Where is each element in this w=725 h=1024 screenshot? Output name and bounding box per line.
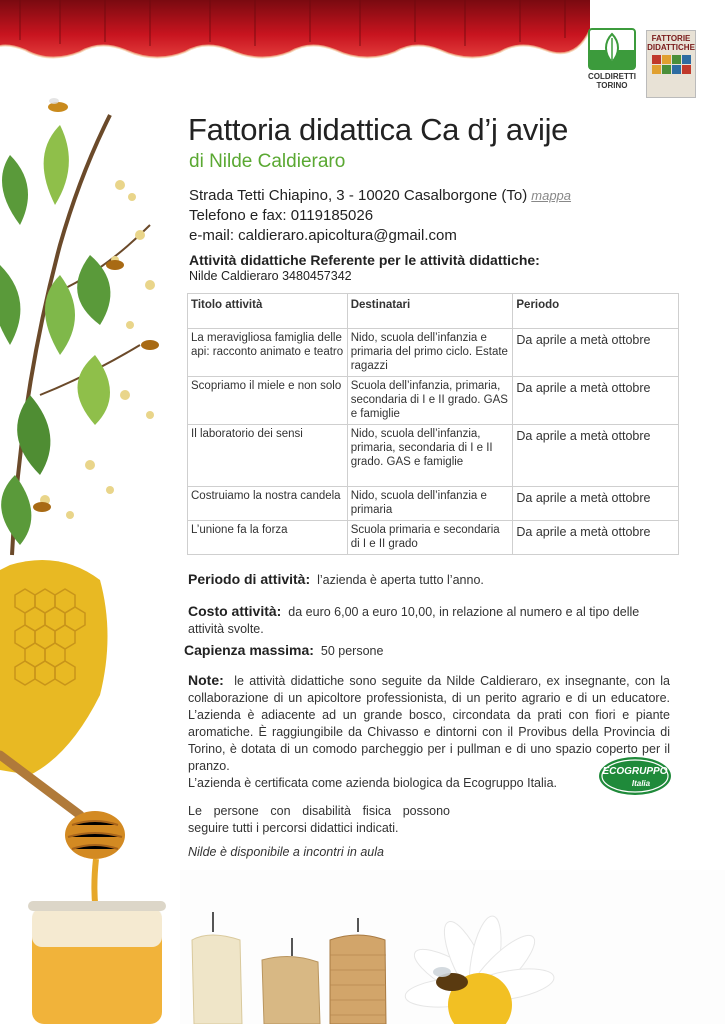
- availability-note: Nilde è disponibile a incontri in aula: [188, 845, 384, 859]
- notes-text: le attività didattiche sono seguite da Nilde Caldieraro, ex insegnante, con la collaborazione di un apicoltore professionista, di un perito agrario e di un educatore. L’azienda è adiacente ad un grande bosco, circondata da prati con fiori e piante aromatiche. È raggiungibile da Chivasso e dintorni con il Provibus della Provincia di Torino, è dotata di un comodo parcheggio per i pullman e di uno spazio coperto per il pranzo.: [188, 674, 670, 773]
- period-label: Periodo di attività:: [188, 571, 311, 587]
- activity-target: Scuola primaria e secondaria di I e II grado: [347, 521, 513, 555]
- linden-branch-honey-illustration: [0, 95, 190, 1024]
- table-row: [188, 377, 679, 425]
- contact-block: [189, 186, 571, 246]
- cost-info: [188, 603, 673, 638]
- column-header-target: Destinatari: [347, 294, 513, 329]
- page-title: Fattoria didattica Ca d’j avije: [188, 112, 569, 147]
- activity-title: Scopriamo il miele e non solo: [188, 377, 348, 425]
- certification-text: L’azienda è certificata come azienda biologica da Ecogruppo Italia.: [188, 776, 557, 790]
- activity-title: La meravigliosa famiglia delle api: racconto animato e teatro: [188, 329, 348, 377]
- table-row: [188, 425, 679, 487]
- phone-line: Telefono e fax: 0119185026: [189, 207, 374, 224]
- notes-label: Note:: [188, 672, 224, 688]
- activity-target: Nido, scuola dell’infanzia, primaria, secondaria di I e II grado. GAS e famiglie: [347, 425, 513, 487]
- activity-period: Da aprile a metà ottobre: [513, 329, 679, 377]
- capacity-info: [184, 642, 383, 660]
- table-header-row: [188, 294, 679, 329]
- email-line: e-mail: caldieraro.apicoltura@gmail.com: [189, 227, 457, 244]
- address-line: [189, 186, 571, 206]
- address-text: Strada Tetti Chiapino, 3 - 10020 Casalborgone (To): [189, 187, 528, 204]
- fattorie-logo-text: FATTORIE DIDATTICHE: [647, 34, 695, 52]
- activity-period: Da aprile a metà ottobre: [513, 521, 679, 555]
- activity-target: Scuola dell’infanzia, primaria, secondaria di I e II grado. GAS e famiglie: [347, 377, 513, 425]
- table-row: [188, 487, 679, 521]
- map-link[interactable]: mappa: [531, 188, 572, 203]
- coldiretti-logo-text: COLDIRETTI TORINO: [588, 72, 636, 90]
- activity-period: Da aprile a metà ottobre: [513, 487, 679, 521]
- ecogruppo-italia-logo: [598, 756, 672, 796]
- candles-and-daisy-illustration: [180, 870, 725, 1024]
- referent-contact: Nilde Caldieraro 3480457342: [189, 269, 352, 283]
- activities-heading: Attività didattiche Referente per le attività didattiche:: [189, 252, 540, 268]
- activity-title: Il laboratorio dei sensi: [188, 425, 348, 487]
- disability-note: Le persone con disabilità fisica possono seguire tutti i percorsi didattici indicati.: [188, 804, 450, 835]
- cost-label: Costo attività:: [188, 603, 282, 619]
- coldiretti-logo: [586, 28, 638, 96]
- period-info: [188, 571, 484, 589]
- activities-table: [187, 293, 679, 555]
- table-row: [188, 329, 679, 377]
- bee-icon: [48, 98, 68, 112]
- capacity-value: 50 persone: [320, 644, 384, 658]
- page-subtitle: di Nilde Caldieraro: [189, 151, 346, 172]
- column-header-period: Periodo: [513, 294, 679, 329]
- column-header-title: Titolo attività: [188, 294, 348, 329]
- table-row: [188, 521, 679, 555]
- red-curtain-decoration: [0, 0, 590, 64]
- activity-title: L’unione fa la forza: [188, 521, 348, 555]
- period-value: l’azienda è aperta tutto l’anno.: [317, 573, 484, 587]
- capacity-label: Capienza massima:: [184, 642, 314, 658]
- eco-logo-line1: ECOGRUPPO: [602, 766, 668, 777]
- activity-target: Nido, scuola dell’infanzia e primaria del primo ciclo. Estate ragazzi: [347, 329, 513, 377]
- activity-period: Da aprile a metà ottobre: [513, 425, 679, 487]
- fattorie-didattiche-logo: [646, 30, 696, 98]
- activity-period: Da aprile a metà ottobre: [513, 377, 679, 425]
- eco-logo-line2: Italia: [631, 779, 651, 788]
- activity-title: Costruiamo la nostra candela: [188, 487, 348, 521]
- cost-value: da euro 6,00 a euro 10,00, in relazione al numero e al tipo delle attività svolte.: [188, 605, 640, 636]
- activity-target: Nido, scuola dell’infanzia e primaria: [347, 487, 513, 521]
